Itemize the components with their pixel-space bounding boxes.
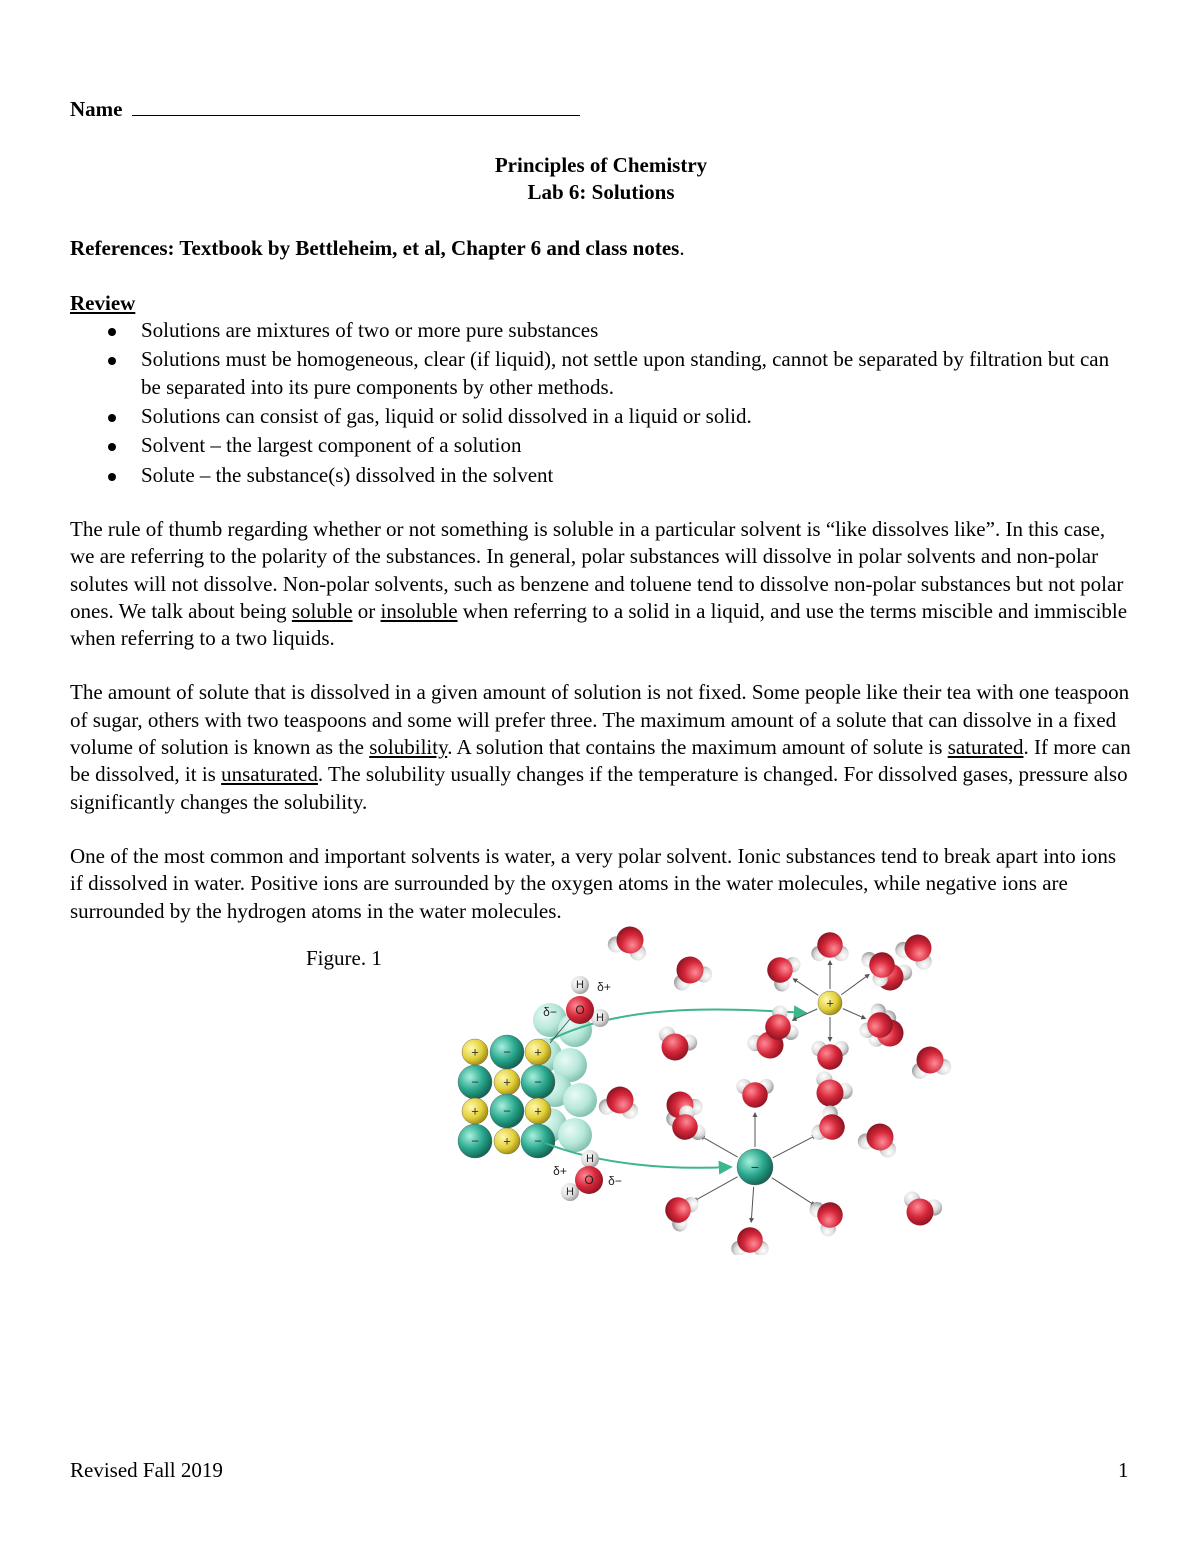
- label-delta-minus: δ−: [608, 1174, 622, 1188]
- water-molecule: [760, 947, 804, 994]
- cation-ion: [525, 1039, 551, 1065]
- oxygen-atom: [742, 1082, 768, 1108]
- water-molecules: [561, 921, 952, 1255]
- review-heading: Review: [70, 290, 136, 315]
- review-list: [70, 317, 1132, 489]
- anion-ion: [458, 1124, 492, 1158]
- document-page: [70, 96, 1132, 925]
- cation-ion: [494, 1069, 520, 1095]
- oxygen-atom: [817, 1044, 843, 1070]
- minus-sign: −: [503, 1044, 511, 1060]
- paragraph-solubility: [70, 679, 1132, 815]
- water-molecule: [856, 1118, 904, 1160]
- water-molecule: [606, 921, 654, 963]
- minus-sign: −: [471, 1133, 479, 1149]
- references-text: References: Textbook by Bettleheim, et al, Chapter 6 and class notes: [70, 235, 680, 260]
- name-blank-line[interactable]: [132, 97, 580, 116]
- review-item: Solvent – the largest component of a solution: [108, 432, 1132, 459]
- page-number: 1: [1118, 1458, 1129, 1482]
- term-insoluble: insoluble: [380, 598, 458, 623]
- water-molecule: [731, 1227, 768, 1255]
- figure-label: Figure. 1: [306, 946, 382, 970]
- water-molecule: [908, 1043, 952, 1080]
- plus-sign: +: [471, 1103, 479, 1119]
- cation-ion: [462, 1039, 488, 1065]
- label-h: H: [596, 1012, 604, 1024]
- anion-ion: [490, 1035, 524, 1069]
- plus-sign: +: [826, 995, 834, 1011]
- course-title: Principles of Chemistry: [494, 153, 708, 177]
- label-h: H: [566, 1186, 574, 1198]
- name-label: Name: [70, 97, 123, 121]
- water-molecule: [736, 1079, 773, 1108]
- review-item: Solute – the substance(s) dissolved in the solvent: [108, 462, 1132, 489]
- minus-sign: −: [750, 1159, 760, 1175]
- minus-sign: −: [534, 1074, 542, 1090]
- label-o: O: [584, 1173, 594, 1187]
- label-h: H: [576, 979, 584, 991]
- attraction-arrow: [793, 1009, 818, 1020]
- anion-ion: [521, 1124, 555, 1158]
- attraction-arrow: [773, 1135, 816, 1157]
- references: [70, 235, 1132, 262]
- attraction-arrow: [701, 1136, 738, 1157]
- anion-ion: [521, 1065, 555, 1099]
- para2-text-b: . A solution that contains the maximum amount of solute is: [447, 735, 948, 760]
- review-item: Solutions can consist of gas, liquid or solid dissolved in a liquid or solid.: [108, 403, 1132, 430]
- plus-sign: +: [534, 1044, 542, 1060]
- title-block: [70, 152, 1132, 207]
- references-period: .: [679, 235, 685, 260]
- term-soluble: soluble: [291, 598, 353, 623]
- cation-ion: [494, 1128, 520, 1154]
- water-molecule: [667, 951, 715, 993]
- figure-ion-dissolution: [450, 915, 960, 1255]
- attraction-arrow: [694, 1177, 738, 1201]
- minus-sign: −: [503, 1103, 511, 1119]
- cation-ion: [462, 1098, 488, 1124]
- term-unsaturated: unsaturated: [221, 762, 318, 787]
- plus-sign: +: [471, 1044, 479, 1060]
- para1-text-c: when referring to a solid in a liquid, and use the terms miscible and immiscible when referring to a two liquids.: [70, 598, 1128, 651]
- attraction-arrow: [751, 1187, 753, 1222]
- footer-revised: Revised Fall 2019: [70, 1458, 223, 1482]
- water-molecule: [658, 1187, 702, 1234]
- term-solubility: solubility: [369, 735, 448, 760]
- para2-text-c: . If more can be dissolved, it is: [70, 735, 1131, 787]
- label-o: O: [575, 1003, 585, 1017]
- plus-sign: +: [534, 1103, 542, 1119]
- lattice-back-ion: [558, 1118, 592, 1152]
- attraction-arrow: [772, 1178, 815, 1206]
- oxygen-atom: [737, 1227, 763, 1253]
- label-delta-plus: δ+: [553, 1164, 567, 1178]
- para1-text-b: or: [352, 598, 381, 623]
- review-item: Solutions must be homogeneous, clear (if liquid), not settle upon standing, cannot be separated by filtration but can be separated into its pure components by other methods.: [108, 346, 1132, 401]
- minus-sign: −: [534, 1133, 542, 1149]
- anion-ion: [490, 1094, 524, 1128]
- attraction-arrow: [841, 974, 869, 994]
- water-molecule: [811, 1041, 848, 1070]
- para2-text-a: The amount of solute that is dissolved in a given amount of solution is not fixed. Some people like their tea with one teaspoon of sugar, others with two teaspoons and some will prefer three. The maximum amount of a solute that can dissolve in a fixed volume of solution is known as the: [70, 680, 1130, 760]
- plus-sign: +: [503, 1074, 511, 1090]
- review-item: Solutions are mixtures of two or more pure substances: [108, 317, 1132, 344]
- solvated-cation: [818, 991, 842, 1015]
- para2-text-d: . The solubility usually changes if the temperature is changed. For dissolved gases, pressure also significantly changes the solubility.: [70, 762, 1128, 814]
- water-molecule: [811, 932, 848, 961]
- attraction-arrow: [793, 979, 818, 995]
- paragraph-like-dissolves-like: [70, 516, 1132, 652]
- label-delta-plus: δ+: [597, 980, 611, 994]
- water-molecule: [652, 1024, 700, 1066]
- para1-text-a: The rule of thumb regarding whether or not something is soluble in a particular solvent is “like dissolves like”. In this case, we are referring to the polarity of the substances. In general, polar substances will dissolve in polar solvents and non-polar solutes will not dissolve. Non-polar solvents, such as benzene and toluene tend to dissolve non-polar substances but not polar ones. We talk about being: [70, 516, 1124, 623]
- anion-ion: [458, 1065, 492, 1099]
- minus-sign: −: [471, 1074, 479, 1090]
- term-saturated: saturated: [947, 735, 1024, 760]
- paragraph-water-solvent: One of the most common and important solvents is water, a very polar solvent. Ionic substances tend to break apart into ions if dissolved in water. Positive ions are surrounded by the oxygen atoms in the water molecules, while negative ions are surrounded by the hydrogen atoms in the water molecules.: [70, 843, 1117, 923]
- lattice-back-ion: [563, 1083, 597, 1117]
- water-molecule: [897, 1189, 945, 1231]
- solvated-anion: [737, 1149, 773, 1185]
- water-molecule: [598, 1083, 642, 1120]
- plus-sign: +: [503, 1133, 511, 1149]
- attraction-arrow: [843, 1009, 866, 1019]
- cation-ion: [525, 1098, 551, 1124]
- name-field: [70, 96, 1132, 126]
- oxygen-atom: [817, 932, 843, 958]
- label-delta-minus: δ−: [543, 1005, 557, 1019]
- label-h: H: [586, 1153, 594, 1165]
- water-molecule: [807, 1192, 851, 1239]
- lab-title: Lab 6: Solutions: [527, 180, 675, 205]
- water-molecule: [809, 1103, 853, 1150]
